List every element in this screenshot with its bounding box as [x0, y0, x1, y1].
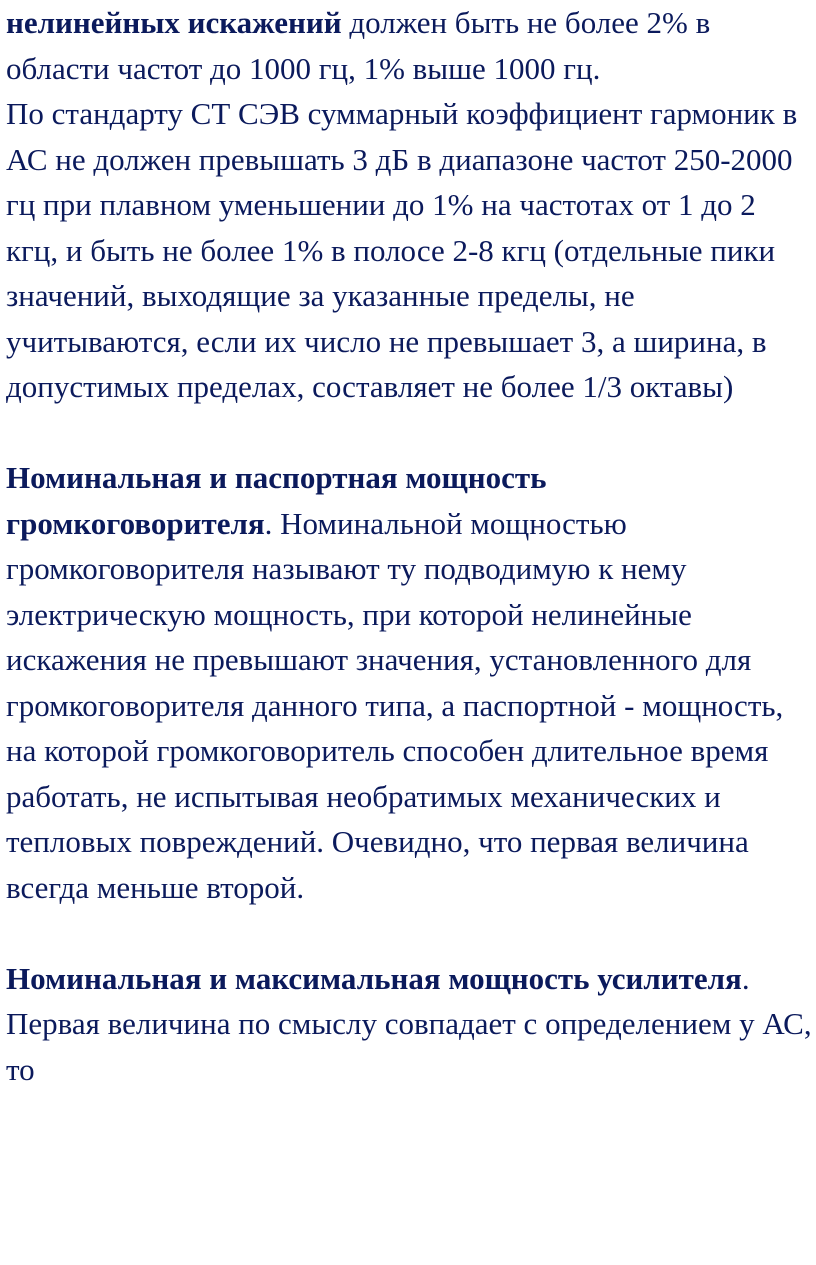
paragraph-distortion-limits: [6, 0, 812, 91]
paragraph-text: должен быть не более 2% в области частот до 1000 гц, 1% выше 1000 гц.: [6, 5, 711, 86]
paragraph-spacer: [6, 910, 812, 956]
bold-term-nonlinear-distortion: нелинейных искажений: [6, 5, 342, 40]
paragraph-amplifier-power: [6, 956, 812, 1093]
bold-heading-speaker-power: Номинальная и паспортная мощность громкоговорителя: [6, 460, 547, 541]
document-page: [6, 0, 812, 1092]
paragraph-speaker-power: [6, 455, 812, 910]
paragraph-spacer: [6, 410, 812, 456]
paragraph-text: . Номинальной мощностью громкоговорителя называют ту подводимую к нему электрическую мощность, при которой нелинейные искажения не превышают значения, установленного для громкоговорителя данного типа, а паспортной - мощность, на которой громкоговоритель способен длительное время работать, не испытывая необратимых механических и тепловых повреждений. Очевидно, что первая величина всегда меньше второй.: [6, 505, 784, 905]
bold-heading-amplifier-power: Номинальная и максимальная мощность усилителя: [6, 960, 742, 996]
paragraph-text: По стандарту СТ СЭВ суммарный коэффициент гармоник в АС не должен превышать 3 дБ в диапазоне частот 250-2000 гц при плавном уменьшении до 1% на частотах от 1 до 2 кгц, и быть не более 1% в полосе 2-8 кгц (отдельные пики значений, выходящие за указанные пределы, не учитываются, если их число не превышает 3, а ширина, в допустимых пределах, составляет не более 1/3 октавы): [6, 96, 798, 404]
paragraph-sev-standard: [6, 91, 812, 410]
paragraph-text: . Первая величина по смыслу совпадает с определением у АС, то: [6, 960, 812, 1087]
